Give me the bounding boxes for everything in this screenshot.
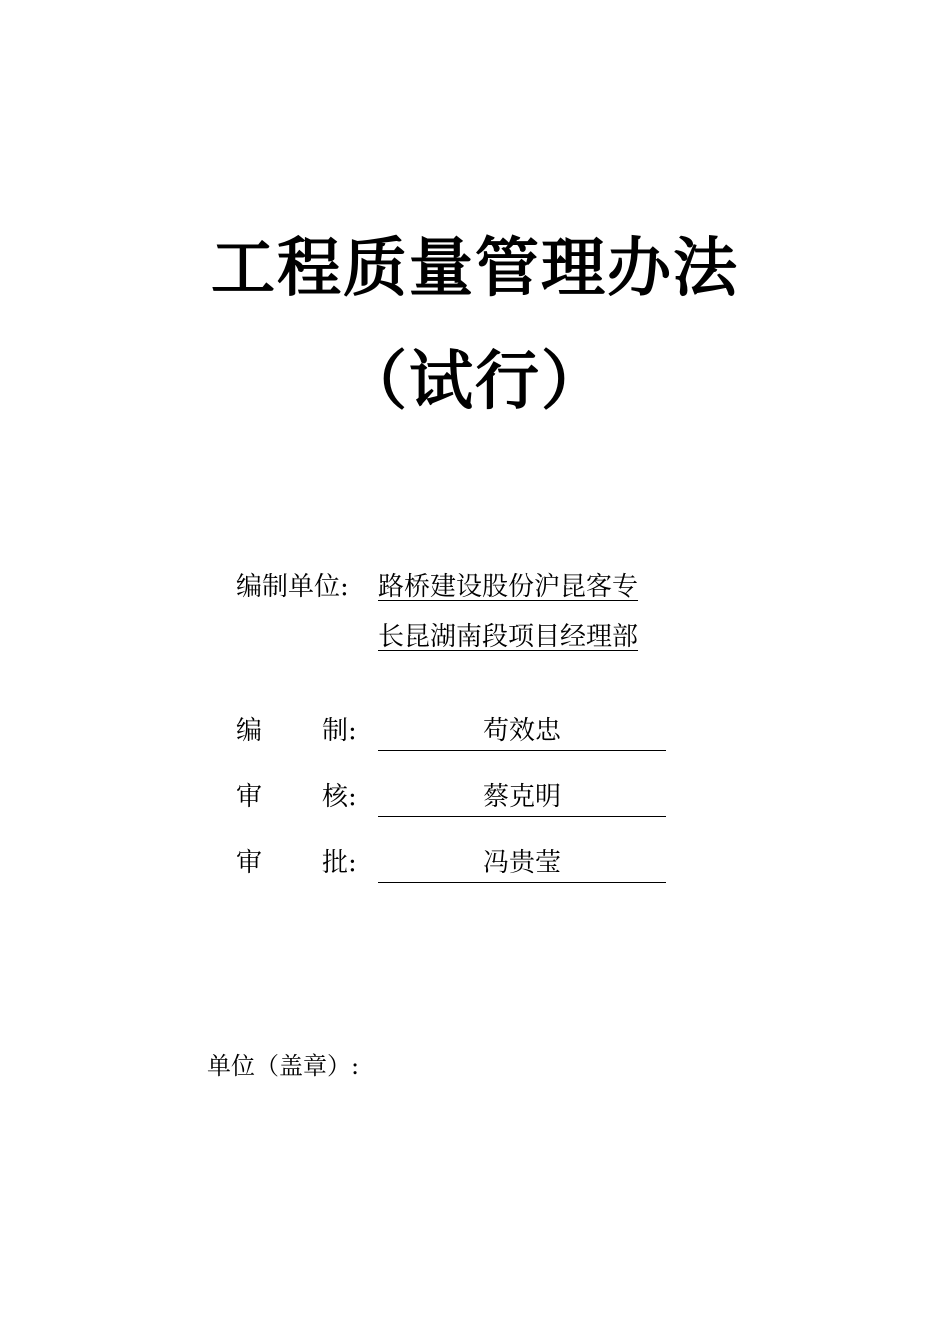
compiler-name: 苟效忠 xyxy=(482,716,561,746)
reviewer-underline xyxy=(378,816,666,817)
compiler-label-char1: 编 xyxy=(236,716,263,746)
compiling-unit-value-line2: 长昆湖南段项目经理部 xyxy=(378,622,639,652)
approver-label-char1: 审 xyxy=(236,848,263,878)
approver-label-char2: 批: xyxy=(322,848,357,878)
reviewer-name: 蔡克明 xyxy=(482,782,561,812)
approver-underline xyxy=(378,882,666,883)
compiler-label-char2: 制: xyxy=(322,716,357,746)
compiling-unit-label: 编制单位: xyxy=(236,572,349,602)
compiler-row xyxy=(236,718,666,758)
reviewer-row xyxy=(236,784,666,824)
compiling-unit-value-line1: 路桥建设股份沪昆客专 xyxy=(378,572,639,602)
approver-name: 冯贵莹 xyxy=(482,848,561,878)
seal-label: 单位（盖章）: xyxy=(207,1052,360,1080)
document-subtitle: （试行） xyxy=(343,345,607,419)
approver-row xyxy=(236,850,666,890)
reviewer-label-char1: 审 xyxy=(236,782,263,812)
compiler-underline xyxy=(378,750,666,751)
reviewer-label-char2: 核: xyxy=(322,782,357,812)
document-title: 工程质量管理办法 xyxy=(211,232,739,306)
